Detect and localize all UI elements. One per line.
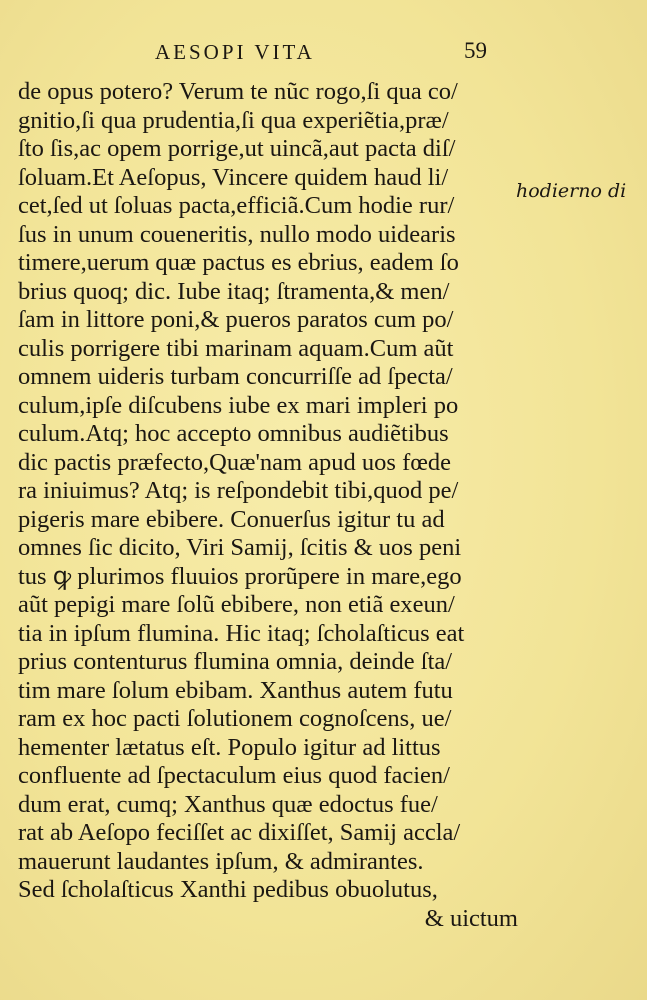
- text-line: de opus potero? Verum te nũc rogo,ſi qua co/: [18, 78, 458, 105]
- text-line: ſto ſis,ac opem porrige,ut uincã,aut pacta diſ/: [18, 135, 456, 162]
- text-line: gnitio,ſi qua prudentia,ſi qua experiẽtia,præ/: [18, 106, 449, 134]
- page-number: 59: [464, 38, 487, 63]
- text-line: cet,ſed ut ſoluas pacta,efficiã.Cum hodie rur/: [18, 192, 455, 219]
- text-line: timere,uerum quæ pactus es ebrius, eadem ſo: [18, 249, 459, 276]
- text-line: dum erat, cumq; Xanthus quæ edoctus fue/: [18, 790, 438, 818]
- text-line: ra iniuimus? Atq; is reſpondebit tibi,quod pe/: [18, 477, 459, 504]
- text-line: omnem uideris turbam concurriſſe ad ſpecta/: [18, 363, 453, 390]
- catchword: & uictum: [424, 904, 518, 932]
- text-line: culis porrigere tibi marinam aquam.Cum aũt: [18, 334, 454, 362]
- text-line: dic pactis præfecto,Quæ'nam apud uos fœde: [18, 448, 452, 476]
- text-line: mauerunt laudantes ipſum, & admirantes.: [18, 847, 424, 875]
- body-text: [18, 78, 518, 933]
- text-line: omnes ſic dicito, Viri Samij, ſcitis & uos peni: [18, 534, 462, 561]
- text-line: pigeris mare ebibere. Conuerſus igitur tu ad: [18, 505, 445, 533]
- text-line: culum,ipſe diſcubens iube ex mari impleri po: [18, 391, 459, 419]
- text-line: tim mare ſolum ebibam. Xanthus autem futu: [18, 676, 453, 704]
- text-line: ſus in unum coueneritis, nullo modo uidearis: [18, 220, 456, 248]
- text-line: Sed ſcholaſticus Xanthi pedibus obuolutus,: [18, 876, 438, 903]
- text-line: tus ꝙ plurimos fluuios prorũpere in mare,ego: [18, 562, 462, 590]
- text-line: prius contenturus flumina omnia, deinde ſta/: [18, 648, 453, 675]
- text-line: brius quoq; dic. Iube itaq; ſtramenta,& men/: [18, 277, 450, 305]
- text-line: ſam in littore poni,& pueros paratos cum po/: [18, 306, 454, 333]
- text-line: culum.Atq; hoc accepto omnibus audiẽtibus: [18, 420, 449, 447]
- text-line: ſoluam.Et Aeſopus, Vincere quidem haud li/: [18, 163, 449, 191]
- text-line: confluente ad ſpectaculum eius quod facien/: [18, 762, 450, 789]
- marginal-annotation: hodierno di: [516, 180, 627, 202]
- text-line: rat ab Aeſopo feciſſet ac dixiſſet, Samij accla/: [18, 819, 461, 846]
- text-line: hementer lætatus eſt. Populo igitur ad littus: [18, 733, 441, 761]
- text-line: ram ex hoc pacti ſolutionem cognoſcens, ue/: [18, 705, 452, 732]
- text-line: aũt pepigi mare ſolũ ebibere, non etiã exeun/: [18, 591, 455, 618]
- text-line: tia in ipſum flumina. Hic itaq; ſcholaſticus eat: [18, 619, 465, 647]
- running-head: AESOPI VITA: [155, 40, 315, 64]
